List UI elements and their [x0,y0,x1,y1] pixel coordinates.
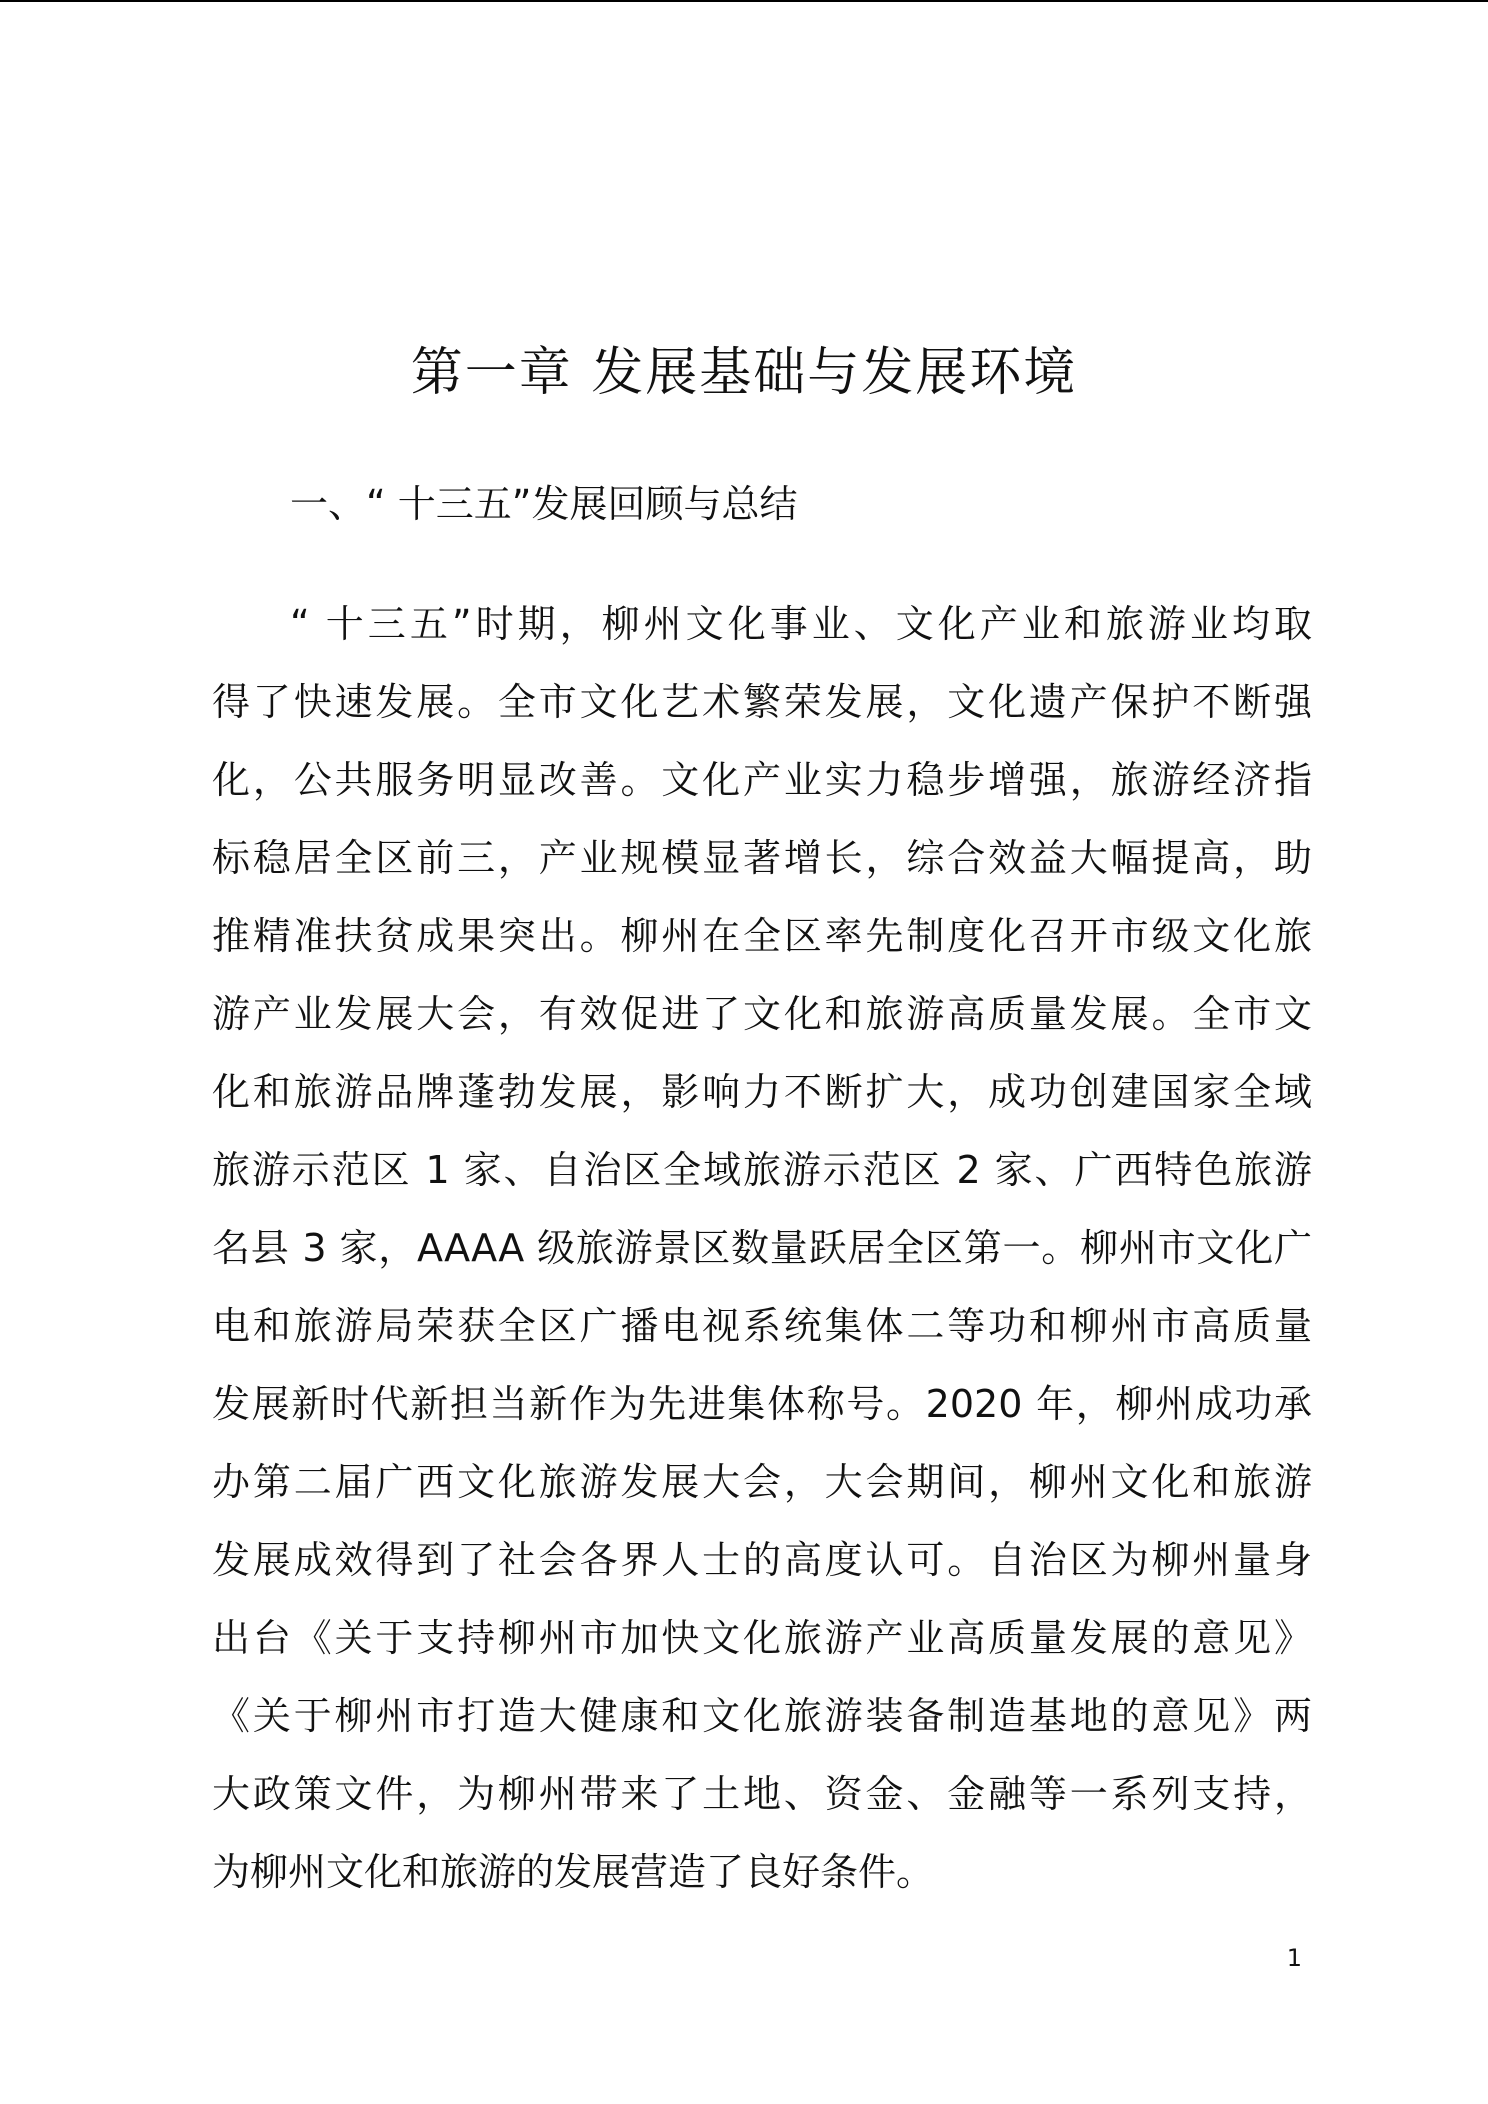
paragraph-line: 化，公共服务明显改善。文化产业实力稳步增强，旅游经济指 [212,758,1312,802]
paragraph-line: 办第二届广西文化旅游发展大会，大会期间，柳州文化和旅游 [212,1460,1312,1504]
paragraph-line: 化和旅游品牌蓬勃发展，影响力不断扩大，成功创建国家全域 [212,1070,1312,1114]
paragraph-line: 出台《关于支持柳州市加快文化旅游产业高质量发展的意见》 [212,1616,1312,1660]
paragraph-line: 发展新时代新担当新作为先进集体称号。2020 年，柳州成功承 [212,1382,1312,1426]
paragraph-line: 发展成效得到了社会各界人士的高度认可。自治区为柳州量身 [212,1538,1312,1582]
paragraph-line: 大政策文件，为柳州带来了土地、资金、金融等一系列支持， [212,1772,1312,1816]
paragraph-line: 推精准扶贫成果突出。柳州在全区率先制度化召开市级文化旅 [212,914,1312,958]
paragraph-line: 电和旅游局荣获全区广播电视系统集体二等功和柳州市高质量 [212,1304,1312,1348]
paragraph-line: 旅游示范区 1 家、自治区全域旅游示范区 2 家、广西特色旅游 [212,1148,1312,1192]
paragraph-line: 标稳居全区前三，产业规模显著增长，综合效益大幅提高，助 [212,836,1312,880]
page-top-border [0,0,1488,2]
paragraph-line: 为柳州文化和旅游的发展营造了良好条件。 [212,1850,935,1894]
page-number: 1 [1286,1944,1302,1972]
section-heading: 一、“ 十三五”发展回顾与总结 [290,482,798,526]
paragraph-line: “ 十三五”时期，柳州文化事业、文化产业和旅游业均取 [290,602,1312,646]
paragraph-line: 名县 3 家，AAAA 级旅游景区数量跃居全区第一。柳州市文化广 [212,1226,1312,1270]
paragraph-line: 游产业发展大会，有效促进了文化和旅游高质量发展。全市文 [212,992,1312,1036]
paragraph-line: 得了快速发展。全市文化艺术繁荣发展，文化遗产保护不断强 [212,680,1312,724]
chapter-title: 第一章 发展基础与发展环境 [410,343,1078,403]
paragraph-line: 《关于柳州市打造大健康和文化旅游装备制造基地的意见》两 [212,1694,1312,1738]
